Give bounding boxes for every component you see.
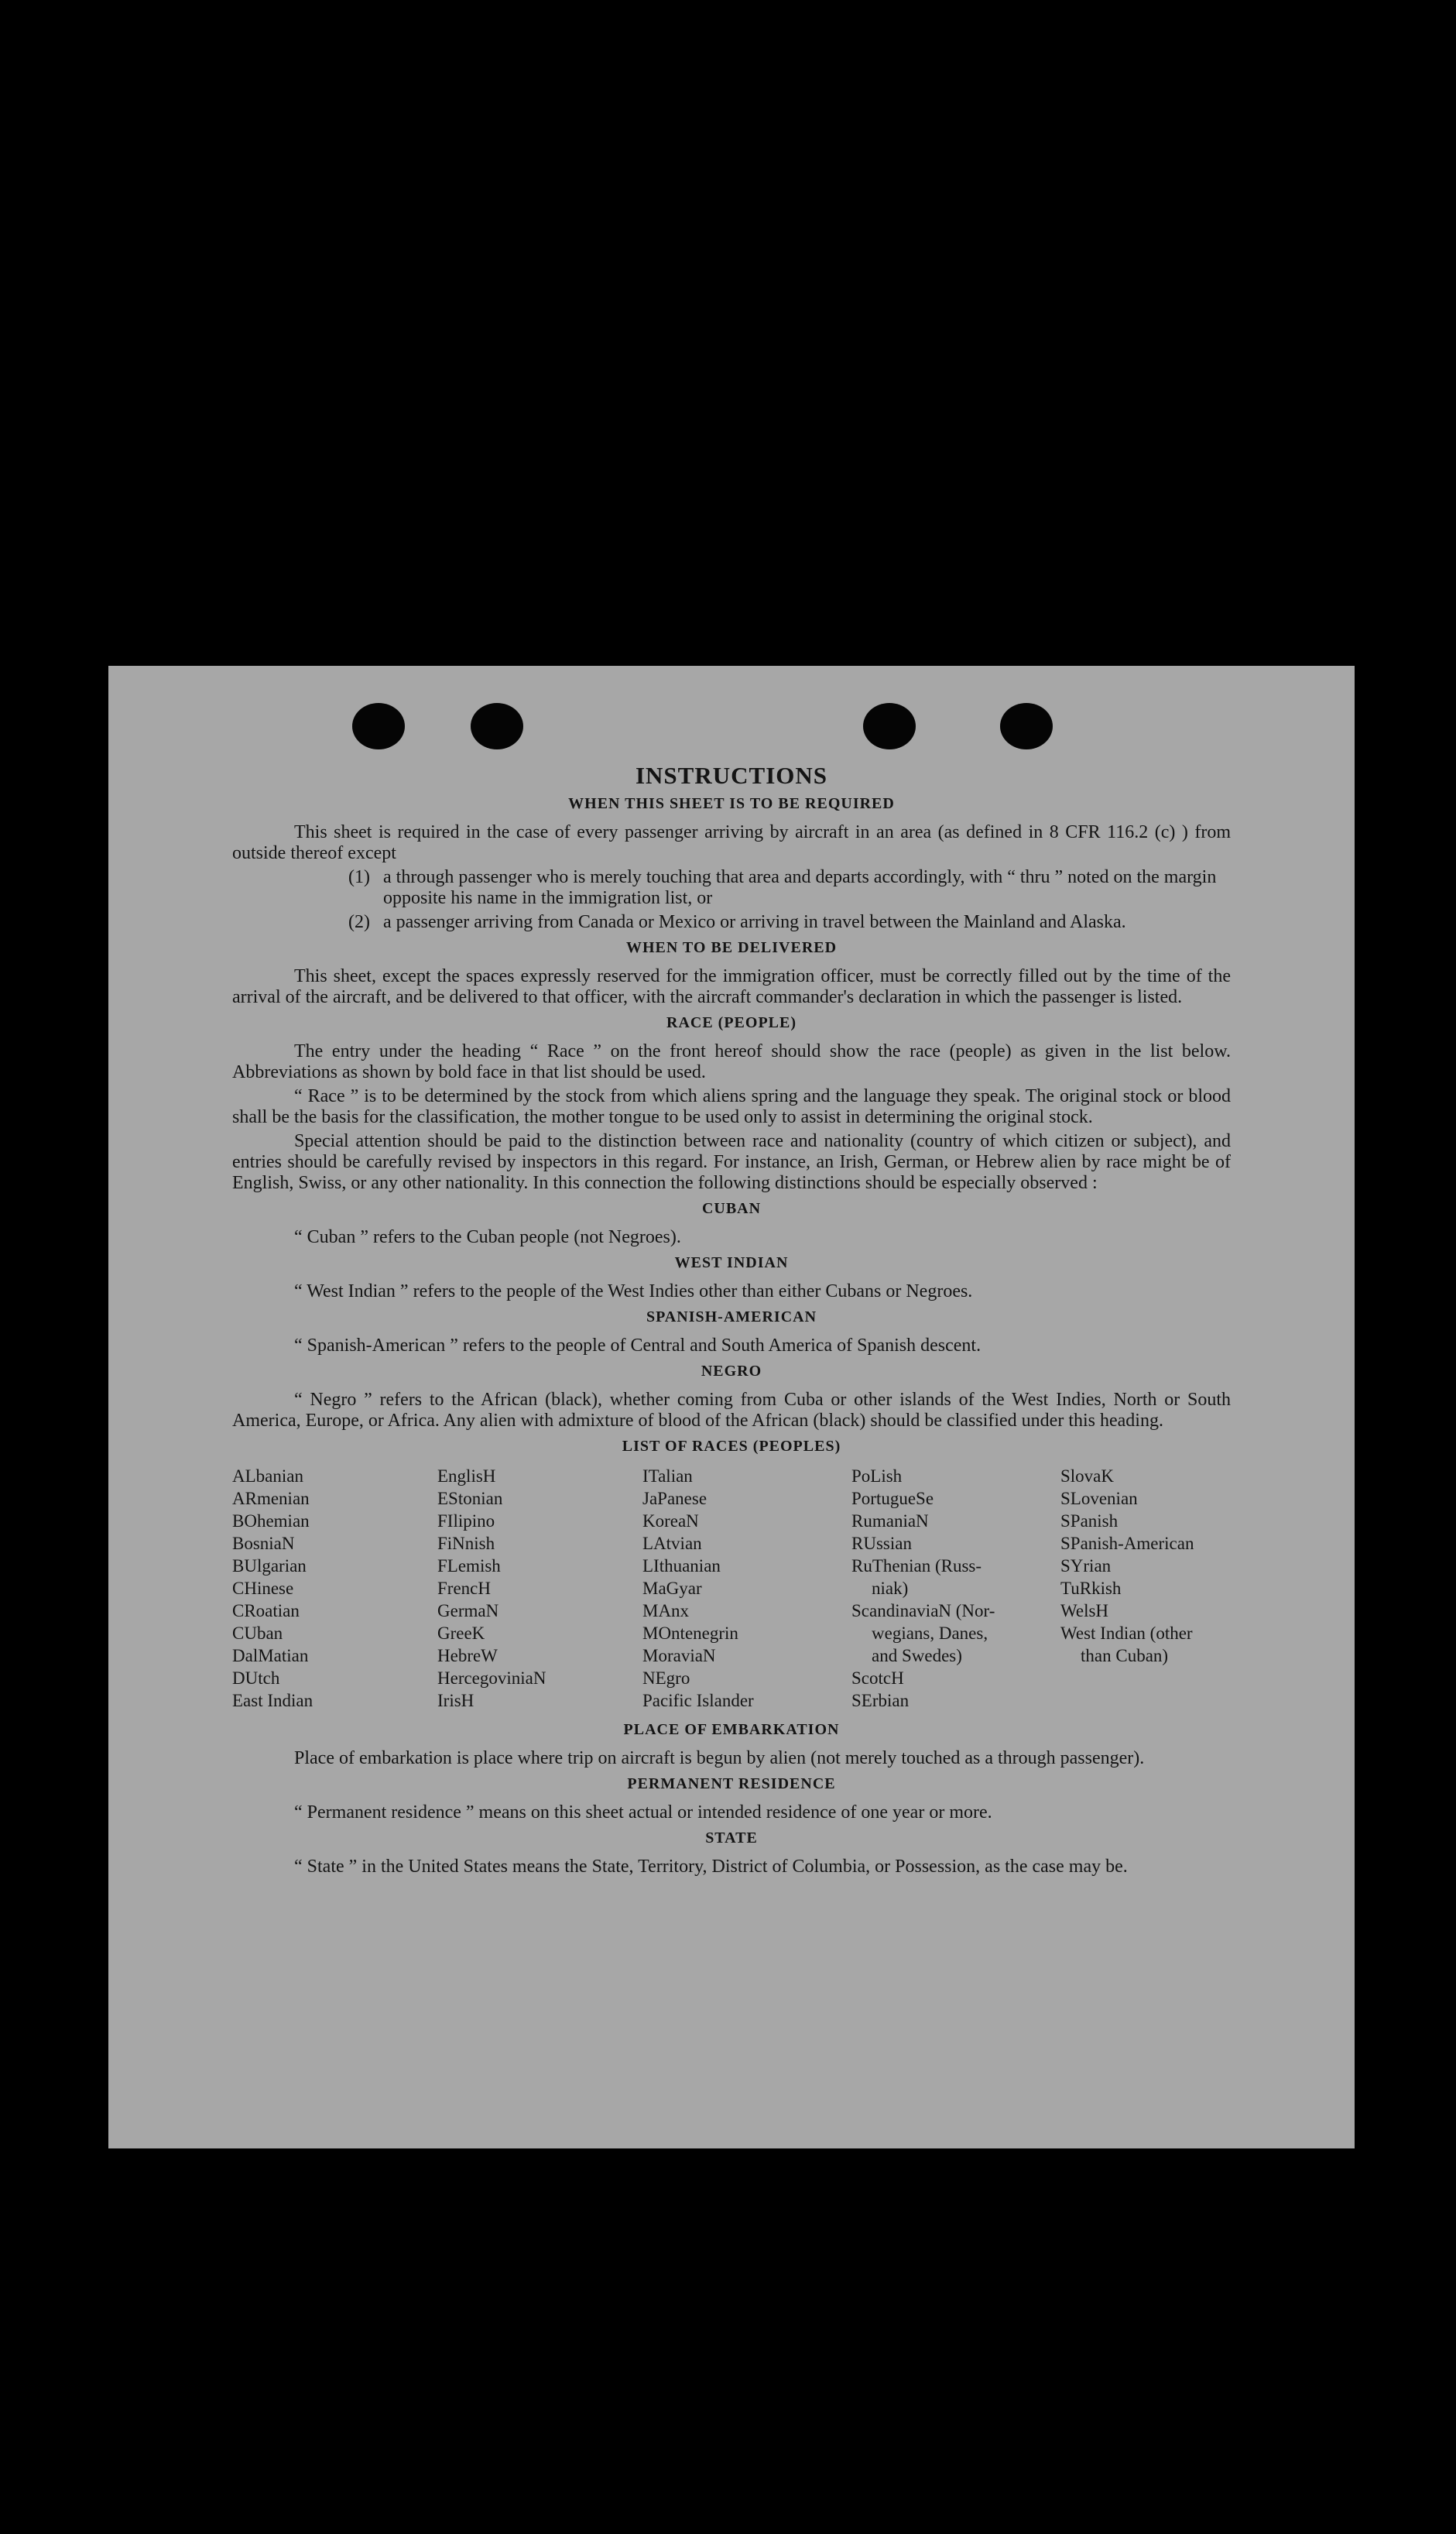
para-west-indian: “ West Indian ” refers to the people of the West Indies other than either Cubans or Negroes. <box>294 1281 973 1301</box>
race-item: EnglisH <box>437 1466 496 1486</box>
para-when-required: This sheet is required in the case of every passenger arriving by aircraft in an area (as defined in 8 CFR 116.2 (c) ) from outside thereof except <box>232 822 1231 863</box>
page-title: INSTRUCTIONS <box>635 762 827 789</box>
heading-when-delivered: WHEN TO BE DELIVERED <box>625 939 838 956</box>
heading-place-of-embarkation: PLACE OF EMBARKATION <box>623 1721 840 1738</box>
heading-cuban: CUBAN <box>701 1200 762 1217</box>
race-item: and Swedes) <box>872 1646 962 1665</box>
race-item: SLovenian <box>1060 1489 1138 1508</box>
heading-spanish-american: SPANISH-AMERICAN <box>646 1308 817 1325</box>
race-item: HebreW <box>437 1646 498 1665</box>
races-column <box>851 1465 1060 1712</box>
race-item: KoreaN <box>642 1511 699 1531</box>
para-race-3: Special attention should be paid to the distinction between race and nationality (country of which citizen or subject), and entries should be carefully revised by inspectors in this regard. For instance, an Irish, German, or Hebrew alien by race might be of English, Swiss, or any other nationality. In this connection the following distinctions should be especially observed : <box>232 1131 1231 1193</box>
punch-hole <box>1000 703 1053 749</box>
race-item: ITalian <box>642 1466 693 1486</box>
document-sheet <box>108 666 1355 2148</box>
race-item: SPanish <box>1060 1511 1119 1531</box>
race-item: DUtch <box>232 1668 280 1688</box>
para-state: “ State ” in the United States means the State, Territory, District of Columbia, or Possession, as the case may be. <box>294 1857 1128 1877</box>
punch-hole <box>471 703 523 749</box>
race-item: IrisH <box>437 1691 474 1710</box>
races-column <box>437 1465 642 1712</box>
list-text: a passenger arriving from Canada or Mexico or arriving in travel between the Mainland and Alaska. <box>383 912 1126 932</box>
race-item: MAnx <box>642 1601 690 1620</box>
races-list <box>232 1465 1231 1712</box>
race-item: ScotcH <box>851 1668 904 1688</box>
heading-state: STATE <box>705 1829 758 1846</box>
list-number: (2) <box>348 912 370 932</box>
race-item: DalMatian <box>232 1646 309 1665</box>
race-item: ARmenian <box>232 1489 310 1508</box>
race-item: PortugueSe <box>851 1489 934 1508</box>
para-place-of-embarkation: Place of embarkation is place where trip on aircraft is begun by alien (not merely touched as a through passenger). <box>294 1748 1145 1768</box>
race-item: MoraviaN <box>642 1646 716 1665</box>
race-item: GermaN <box>437 1601 499 1620</box>
races-column <box>642 1465 851 1712</box>
race-item: CUban <box>232 1624 283 1643</box>
race-item: SPanish-American <box>1060 1534 1194 1553</box>
para-spanish-american: “ Spanish-American ” refers to the people of Central and South America of Spanish descent. <box>294 1336 982 1356</box>
para-race-2: “ Race ” is to be determined by the stock from which aliens spring and the language they speak. The original stock or blood shall be the basis for the classification, the mother tongue to be used only to assist in determining the original stock. <box>232 1086 1231 1127</box>
heading-race: RACE (PEOPLE) <box>666 1014 797 1031</box>
list-number: (1) <box>348 867 370 887</box>
race-item: SlovaK <box>1060 1466 1114 1486</box>
punch-hole <box>352 703 405 749</box>
race-item: GreeK <box>437 1624 485 1643</box>
para-race-1: The entry under the heading “ Race ” on the front hereof should show the race (people) as given in the list below. Abbreviations as shown by bold face in that list should be used. <box>232 1041 1231 1082</box>
race-item: ScandinaviaN (Nor- <box>851 1601 995 1620</box>
heading-when-required: WHEN THIS SHEET IS TO BE REQUIRED <box>568 795 895 812</box>
race-item: JaPanese <box>642 1489 707 1508</box>
race-item: CRoatian <box>232 1601 300 1620</box>
races-column <box>1060 1465 1231 1712</box>
race-item: TuRkish <box>1060 1579 1122 1598</box>
list-item <box>232 912 1231 933</box>
race-item: SYrian <box>1060 1556 1112 1576</box>
race-item: RumaniaN <box>851 1511 929 1531</box>
race-item: BOhemian <box>232 1511 310 1531</box>
race-item: RUssian <box>851 1534 912 1553</box>
heading-list-of-races: LIST OF RACES (PEOPLES) <box>622 1438 841 1455</box>
race-item: SErbian <box>851 1691 910 1710</box>
list-text: a through passenger who is merely touching that area and departs accordingly, with “ thru ” noted on the margin opposite his name in the immigration list, or <box>383 867 1217 908</box>
race-item: BUlgarian <box>232 1556 307 1576</box>
race-item: BosniaN <box>232 1534 295 1553</box>
race-item: West Indian (other <box>1060 1624 1193 1643</box>
heading-permanent-residence: PERMANENT RESIDENCE <box>627 1775 836 1792</box>
race-item: PoLish <box>851 1466 903 1486</box>
race-item: EStonian <box>437 1489 503 1508</box>
race-item: RuThenian (Russ- <box>851 1556 982 1576</box>
race-item: FrencH <box>437 1579 491 1598</box>
para-when-delivered: This sheet, except the spaces expressly reserved for the immigration officer, must be correctly filled out by the time of the arrival of the aircraft, and be delivered to that officer, with the aircraft commander's declaration in which the passenger is listed. <box>232 966 1231 1007</box>
races-column <box>232 1465 437 1712</box>
heading-west-indian: WEST INDIAN <box>674 1254 789 1271</box>
race-item: NEgro <box>642 1668 690 1688</box>
race-item: MOntenegrin <box>642 1624 738 1643</box>
race-item: ALbanian <box>232 1466 303 1486</box>
race-item: than Cuban) <box>1081 1646 1169 1665</box>
list-item <box>232 867 1231 909</box>
para-permanent-residence: “ Permanent residence ” means on this sheet actual or intended residence of one year or more. <box>294 1802 992 1822</box>
race-item: Pacific Islander <box>642 1691 754 1710</box>
punch-hole <box>863 703 916 749</box>
race-item: FIlipino <box>437 1511 495 1531</box>
race-item: wegians, Danes, <box>872 1624 988 1643</box>
para-cuban: “ Cuban ” refers to the Cuban people (not Negroes). <box>294 1227 681 1247</box>
heading-negro: NEGRO <box>701 1363 762 1380</box>
instructions-content <box>232 762 1231 1881</box>
race-item: MaGyar <box>642 1579 702 1598</box>
race-item: FLemish <box>437 1556 501 1576</box>
race-item: LIthuanian <box>642 1556 721 1576</box>
race-item: niak) <box>872 1579 909 1598</box>
race-item: HercegoviniaN <box>437 1668 546 1688</box>
race-item: WelsH <box>1060 1601 1109 1620</box>
para-negro: “ Negro ” refers to the African (black), whether coming from Cuba or other islands of the West Indies, North or South America, Europe, or Africa. Any alien with admixture of blood of the African (black) should be classified under this heading. <box>232 1390 1231 1431</box>
race-item: East Indian <box>232 1691 313 1710</box>
race-item: FiNnish <box>437 1534 495 1553</box>
race-item: LAtvian <box>642 1534 702 1553</box>
race-item: CHinese <box>232 1579 294 1598</box>
